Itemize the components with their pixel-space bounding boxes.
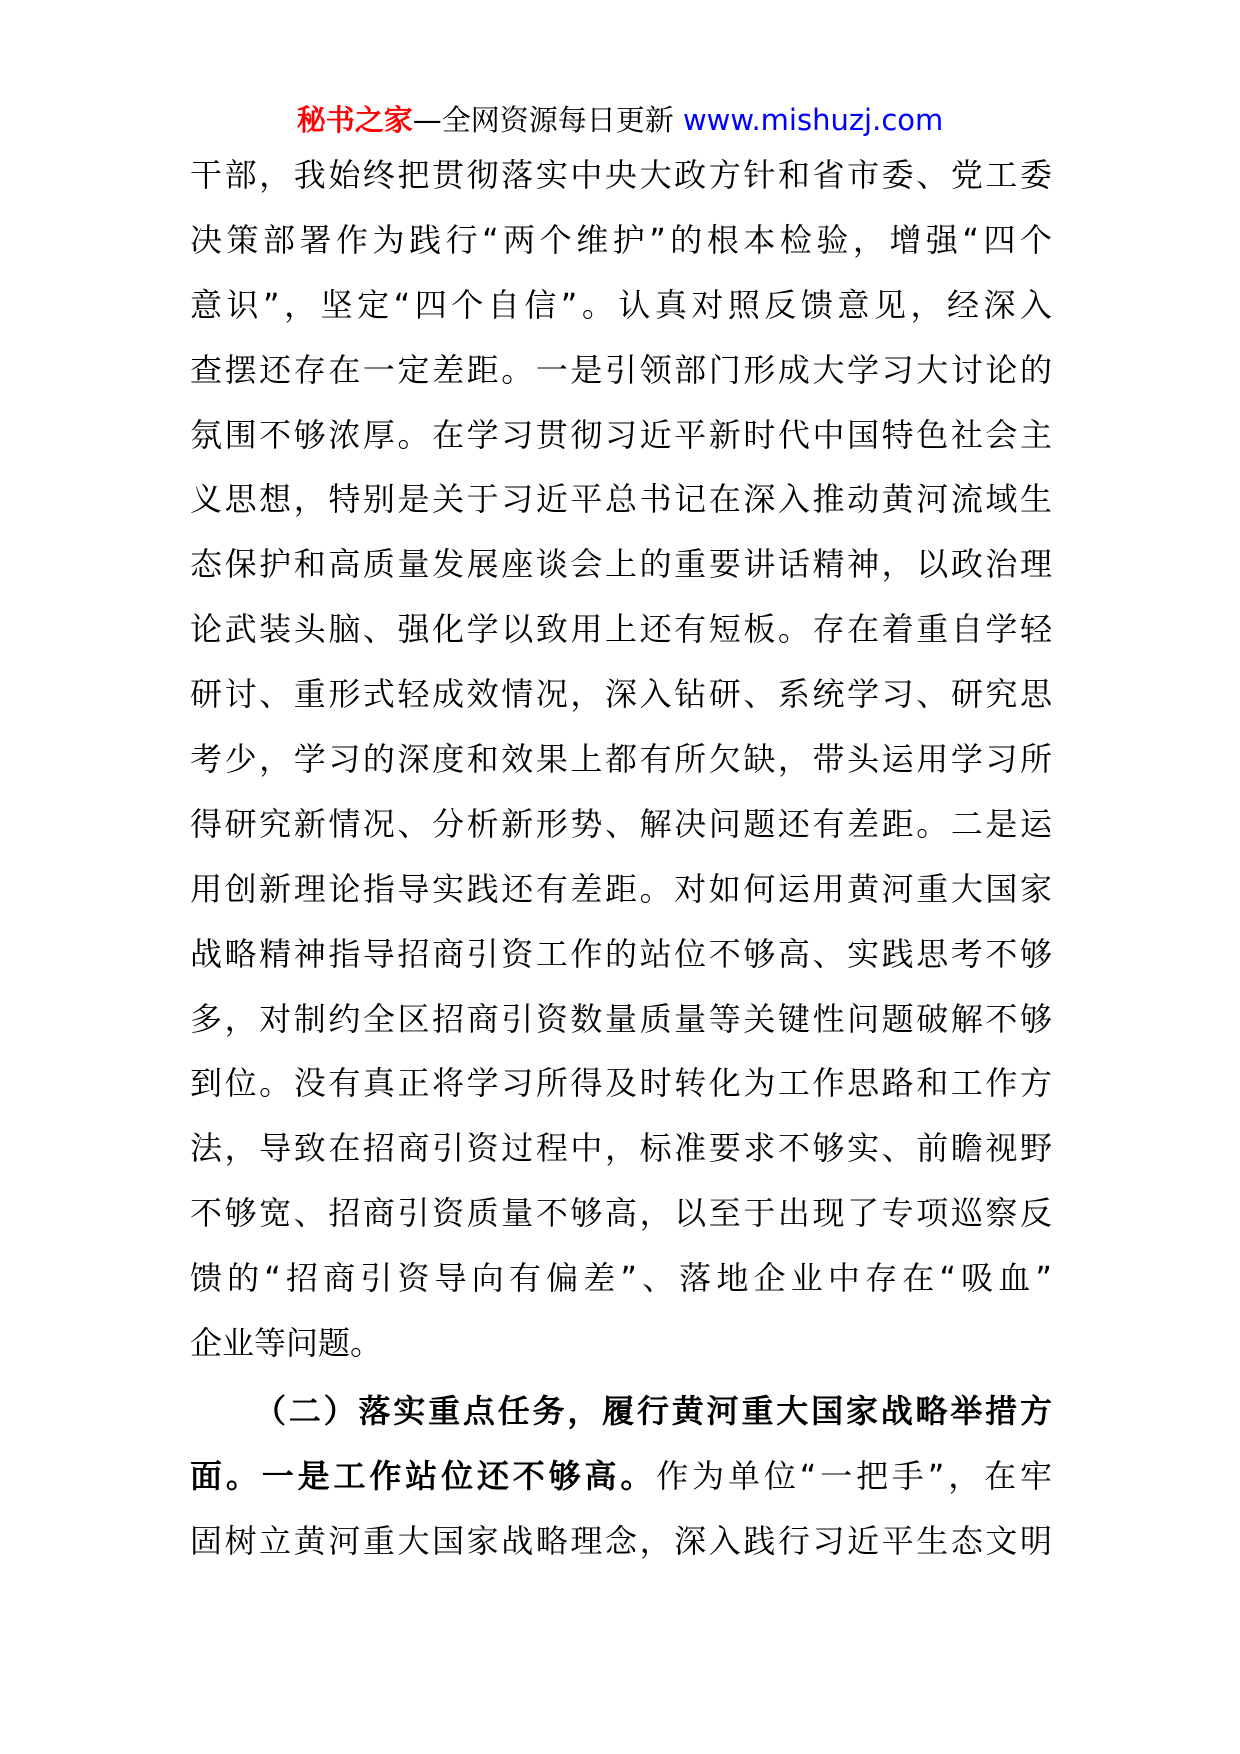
text-line: 多，对制约全区招商引资数量质量等关键性问题破解不够 <box>190 999 1052 1038</box>
text-line: 氛围不够浓厚。在学习贯彻习近平新时代中国特色社会主 <box>190 415 1052 454</box>
paragraph-1 <box>190 143 1052 1376</box>
site-header-banner <box>0 100 1240 140</box>
site-slogan: —全网资源每日更新 <box>412 103 674 137</box>
text-line: 得研究新情况、分析新形势、解决问题还有差距。二是运 <box>190 804 1052 843</box>
text-line: 意识”，坚定“四个自信”。认真对照反馈意见，经深入 <box>190 285 1052 324</box>
text-line: 义思想，特别是关于习近平总书记在深入推动黄河流域生 <box>190 480 1052 519</box>
paragraph-2 <box>190 1379 1052 1574</box>
text-line: 企业等问题。 <box>190 1324 383 1363</box>
text-line: 研讨、重形式轻成效情况，深入钻研、系统学习、研究思 <box>190 675 1052 714</box>
document-body <box>190 143 1052 1574</box>
text-line: 态保护和高质量发展座谈会上的重要讲话精神，以政治理 <box>190 545 1052 584</box>
section-heading-continuation: 面。一是工作站位还不够高。 <box>190 1456 657 1495</box>
text-line: 法，导致在招商引资过程中，标准要求不够实、前瞻视野 <box>190 1129 1052 1168</box>
text-run: 作为单位“一把手”，在牢 <box>656 1456 1052 1495</box>
site-url-link[interactable]: www.mishuzj.com <box>682 103 944 137</box>
text-line: 固树立黄河重大国家战略理念，深入践行习近平生态文明 <box>190 1521 1052 1560</box>
section-heading: （二）落实重点任务，履行黄河重大国家战略举措方 <box>254 1391 1052 1430</box>
site-name: 秘书之家 <box>296 103 413 137</box>
text-line: 论武装头脑、强化学以致用上还有短板。存在着重自学轻 <box>190 610 1052 649</box>
text-line: 用创新理论指导实践还有差距。对如何运用黄河重大国家 <box>190 869 1052 908</box>
text-line <box>190 1444 1052 1509</box>
text-line: 干部，我始终把贯彻落实中央大政方针和省市委、党工委 <box>190 156 1052 194</box>
text-line: 考少，学习的深度和效果上都有所欠缺，带头运用学习所 <box>190 740 1052 779</box>
text-line: 查摆还存在一定差距。一是引领部门形成大学习大讨论的 <box>190 350 1052 389</box>
text-line: 战略精神指导招商引资工作的站位不够高、实践思考不够 <box>190 934 1052 973</box>
text-line: 不够宽、招商引资质量不够高，以至于出现了专项巡察反 <box>190 1194 1052 1233</box>
text-line: 馈的“招商引资导向有偏差”、落地企业中存在“吸血” <box>190 1259 1052 1298</box>
text-line: 到位。没有真正将学习所得及时转化为工作思路和工作方 <box>190 1064 1052 1103</box>
text-line: 决策部署作为践行“两个维护”的根本检验，增强“四个 <box>190 220 1052 259</box>
